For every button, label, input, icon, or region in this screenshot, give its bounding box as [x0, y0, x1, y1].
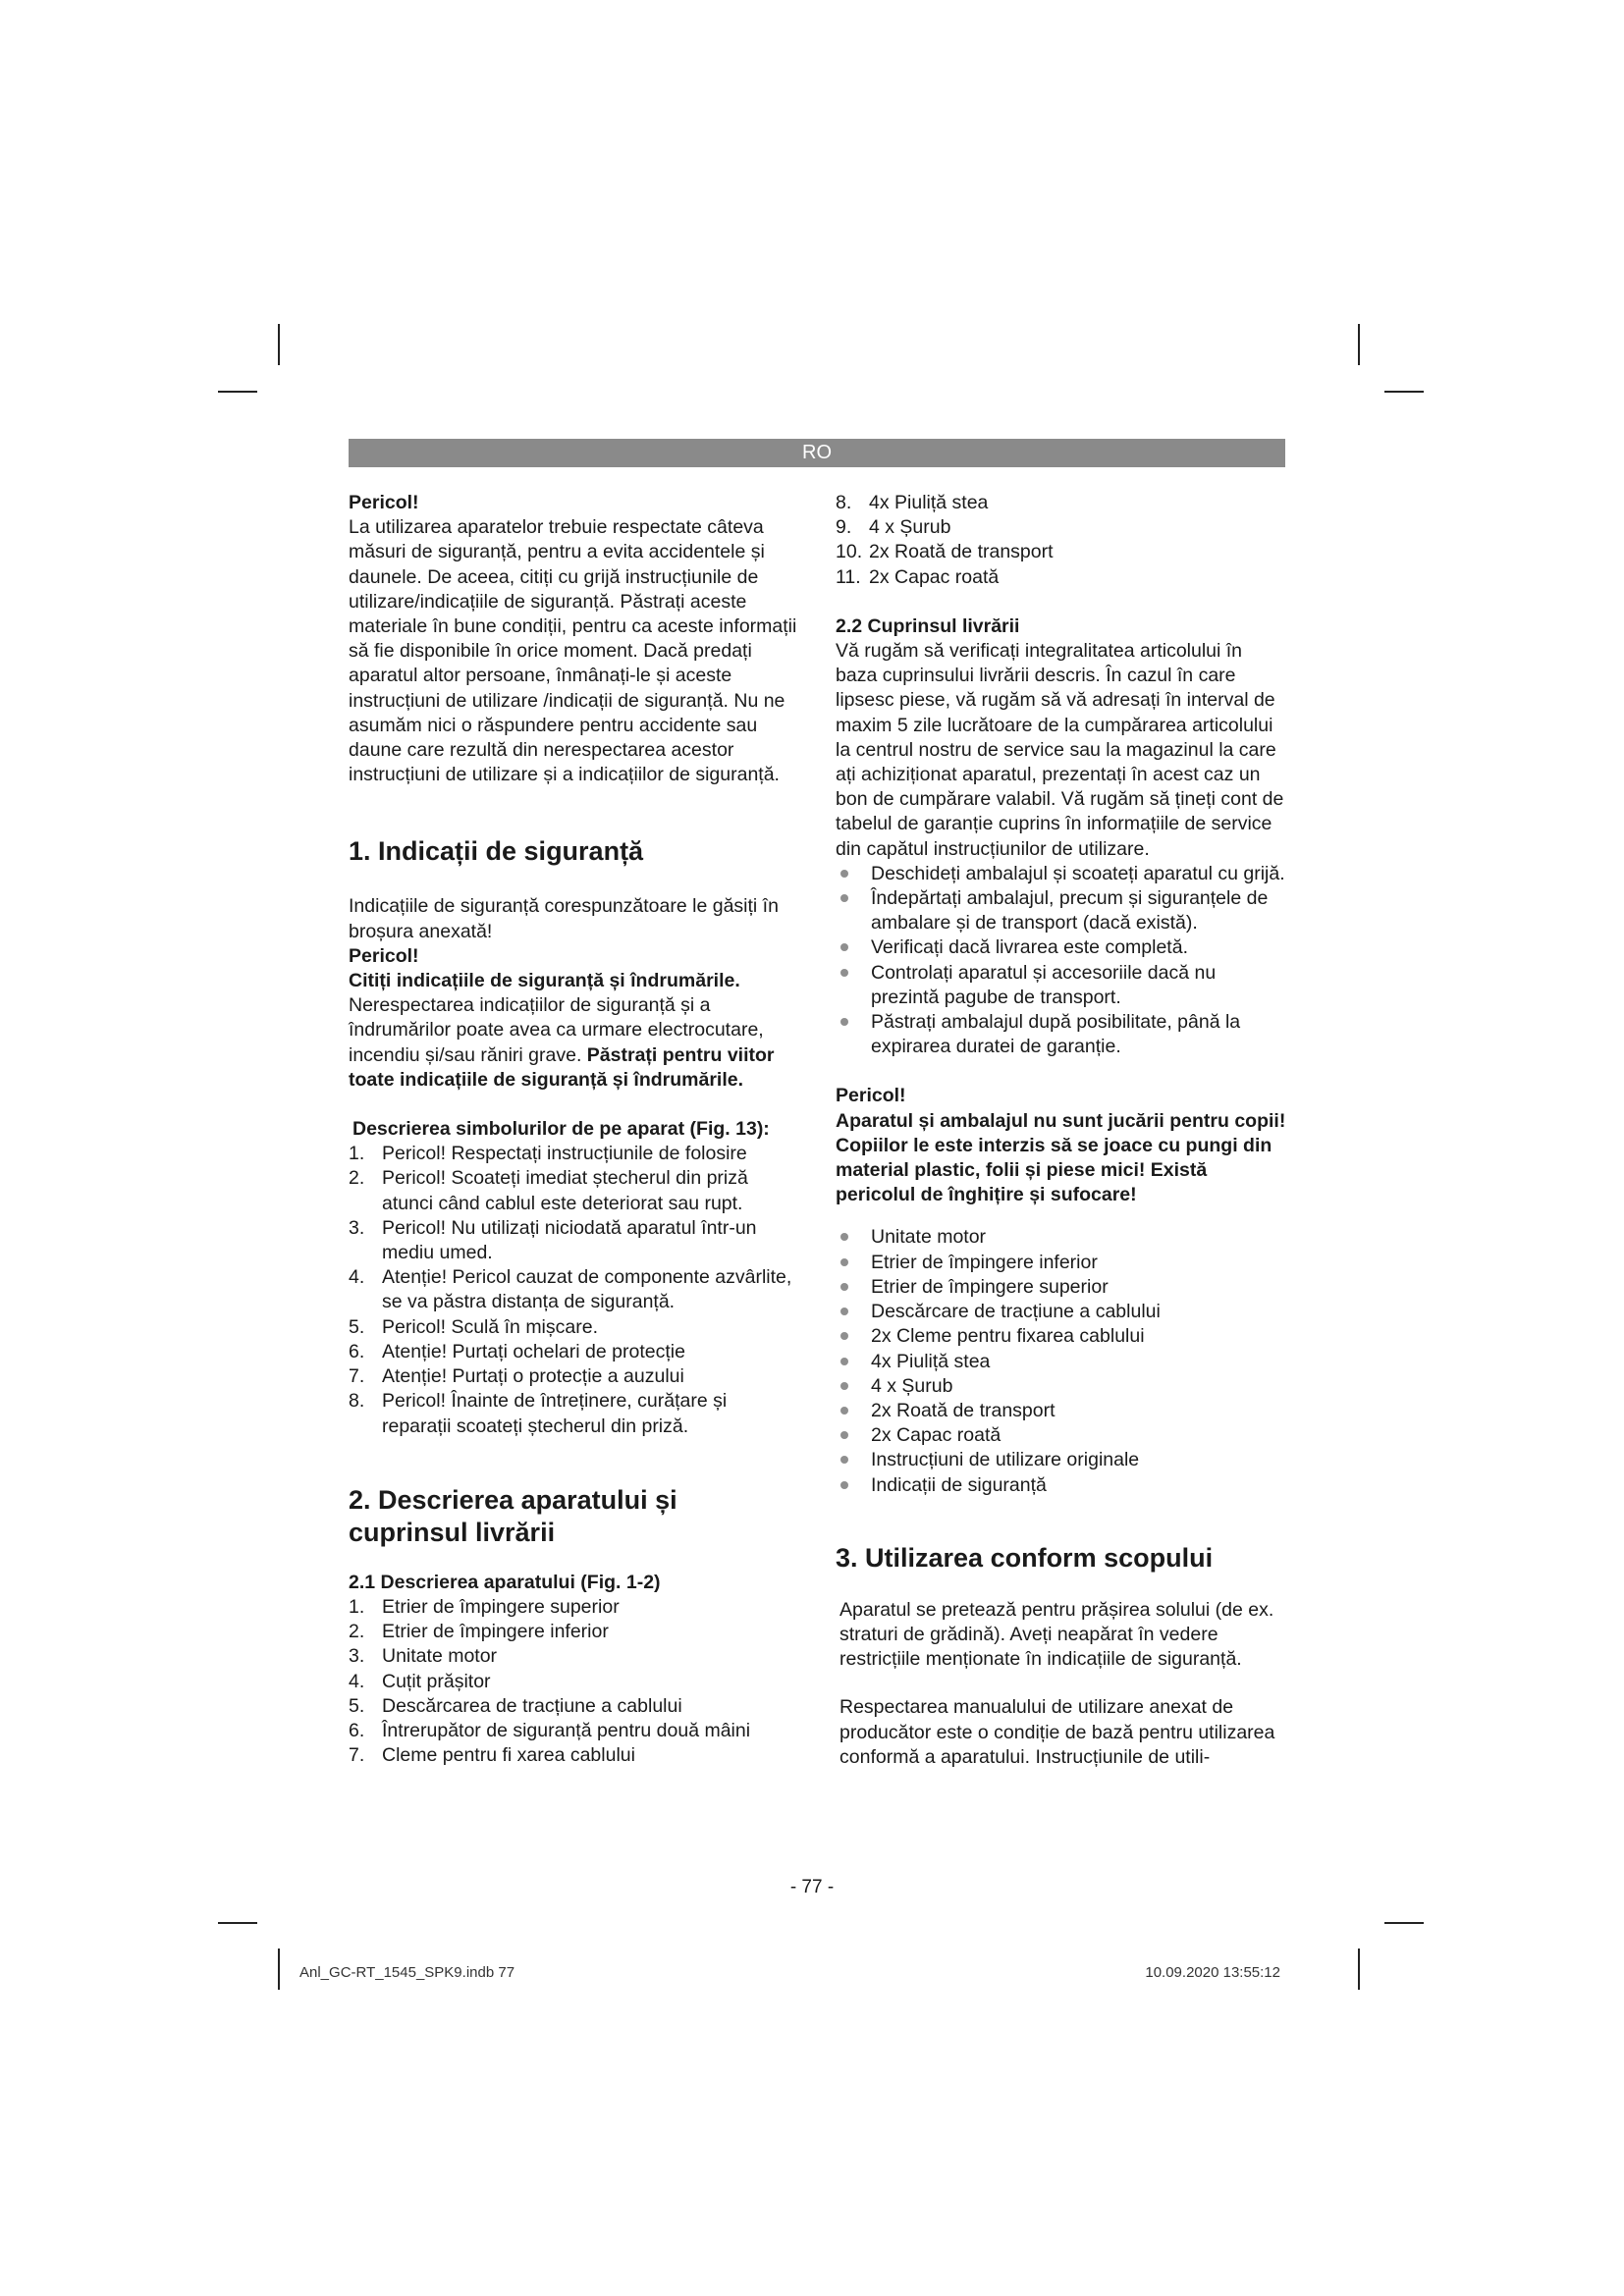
list-item: 8. 4x Piuliță stea	[836, 492, 989, 513]
unpacking-list	[836, 862, 1286, 1060]
section-1-heading: 1. Indicații de siguranță	[349, 836, 644, 867]
list-item: Etrier de împingere inferior	[836, 1251, 1286, 1275]
language-label: RO	[802, 442, 832, 463]
list-item: 6. Întrerupător de siguranță pentru două mâini	[349, 1719, 751, 1741]
bullet-icon	[840, 1431, 848, 1439]
bullet-icon	[840, 1456, 848, 1464]
language-header-bar	[349, 439, 1285, 467]
bullet-icon	[840, 1481, 848, 1489]
list-item: 9. 4 x Șurub	[836, 516, 951, 539]
crop-mark	[218, 391, 257, 393]
s1-bold-note: Citiți indicațiile de siguranță și îndrumările.	[349, 970, 740, 992]
bullet-icon	[840, 1233, 848, 1241]
list-item: Deschideți ambalajul și scoateți aparatul cu grijă.	[836, 862, 1286, 886]
list-item: Indicații de siguranță	[836, 1473, 1286, 1498]
list-item: Unitate motor	[836, 1225, 1286, 1250]
bullet-icon	[840, 1407, 848, 1415]
intro-danger-title: Pericol!	[349, 492, 419, 513]
s1-danger-title: Pericol!	[349, 944, 419, 967]
bullet-icon	[840, 1308, 848, 1315]
list-item: 4x Piuliță stea	[836, 1350, 1286, 1374]
list-item: 3. Unitate motor	[349, 1645, 498, 1668]
s3-paragraph-2: Respectarea manualului de utilizare anexat de producător este o condiție de bază pentru utilizarea conformă a aparatului. Instrucțiunile de utili-	[839, 1696, 1275, 1768]
section-2-heading: 2. Descrierea aparatului și cuprinsul livrării	[349, 1484, 677, 1547]
section-3-heading: 3. Utilizarea conform scopului	[836, 1542, 1214, 1573]
list-item: 4. Cuțit prășitor	[349, 1670, 491, 1692]
crop-mark	[1358, 324, 1360, 365]
list-item: 2. Etrier de împingere inferior	[349, 1621, 609, 1643]
list-item: Controlați aparatul și accesoriile dacă nu prezintă pagube de transport.	[836, 961, 1286, 1010]
device-parts-list-continued	[836, 491, 1286, 590]
list-item: 2x Cleme pentru fixarea cablului	[836, 1324, 1286, 1349]
list-item: Păstrați ambalajul după posibilitate, până la expirarea duratei de garanție.	[836, 1010, 1286, 1059]
section-2-2-heading: 2.2 Cuprinsul livrării	[836, 614, 1020, 637]
list-item: 6. Atenție! Purtați ochelari de protecție	[349, 1340, 685, 1362]
footer-filename: Anl_GC-RT_1545_SPK9.indb 77	[299, 1964, 515, 1981]
bullet-icon	[840, 894, 848, 902]
crop-mark	[278, 324, 280, 365]
crop-mark	[1384, 1922, 1424, 1924]
list-item: 3. Pericol! Nu utilizați niciodată aparatul într-un mediu umed.	[349, 1216, 757, 1264]
crop-mark	[1384, 391, 1424, 393]
danger-text: Aparatul și ambalajul nu sunt jucării pentru copii! Copiilor le este interzis să se joace cu pungi din material plastic, folii și piese mici! Există pericolul de înghițire și sufocare!	[836, 1109, 1286, 1206]
list-item: 2x Roată de transport	[836, 1399, 1286, 1423]
s1-warning-plain: Nerespectarea indicațiilor de siguranță și a îndrumărilor poate avea ca urmare electrocutare, incendiu și/sau răniri grave.	[349, 994, 764, 1066]
bullet-icon	[840, 870, 848, 878]
list-item: 4 x Șurub	[836, 1374, 1286, 1399]
list-item: 1. Pericol! Respectați instrucțiunile de folosire	[349, 1143, 747, 1165]
crop-mark	[1358, 1949, 1360, 1990]
list-item: 4. Atenție! Pericol cauzat de componente azvârlite, se va păstra distanța de siguranță.	[349, 1266, 792, 1313]
list-item: Îndepărtați ambalajul, precum și siguranțele de ambalare și de transport (dacă există).	[836, 886, 1286, 935]
list-item: 7. Cleme pentru fi xarea cablului	[349, 1744, 635, 1767]
intro-paragraph: La utilizarea aparatelor trebuie respectate câteva măsuri de siguranță, pentru a evita accidentele și daunele. De aceea, citiți cu grijă instrucțiunile de utilizare/indicațiile de siguranță. Păstrați aceste materiale în bune condiții, pentru ca aceste informații să fie disponibile în orice moment. Dacă predați aparatul altor persoane, înmânați-le și aceste instrucțiuni de utilizare /indicații de siguranță. Nu ne asumăm nici o răspundere pentru accidente sau daune care rezultă din nerespectarea acestor instrucțiuni de utilizare și a indicațiilor de siguranță.	[349, 516, 797, 786]
device-parts-list	[349, 1595, 800, 1768]
crop-mark	[278, 1949, 280, 1990]
list-item: Verificați dacă livrarea este completă.	[836, 935, 1286, 960]
s3-paragraph-1: Aparatul se pretează pentru prășirea solului (de ex. straturi de grădină). Aveți neapărat în vedere restricțiile menționate în indicațiile de siguranță.	[839, 1598, 1274, 1671]
bullet-icon	[840, 1382, 848, 1390]
list-item: 1. Etrier de împingere superior	[349, 1595, 620, 1618]
delivery-contents-list	[836, 1225, 1286, 1497]
list-item: 11. 2x Capac roată	[836, 565, 1000, 588]
list-item: Etrier de împingere superior	[836, 1275, 1286, 1300]
symbols-list	[349, 1142, 800, 1438]
page-number: - 77 -	[789, 1877, 835, 1897]
list-item: 7. Atenție! Purtați o protecție a auzului	[349, 1365, 684, 1388]
symbols-heading: Descrierea simbolurilor de pe aparat (Fig. 13):	[352, 1118, 770, 1141]
bullet-icon	[840, 943, 848, 951]
bullet-icon	[840, 969, 848, 977]
left-column	[349, 491, 800, 1768]
footer-datetime: 10.09.2020 13:55:12	[1145, 1964, 1280, 1981]
crop-mark	[218, 1922, 257, 1924]
list-item: 5. Descărcarea de tracțiune a cablului	[349, 1694, 682, 1717]
list-item: Instrucțiuni de utilizare originale	[836, 1448, 1286, 1472]
bullet-icon	[840, 1332, 848, 1340]
s1-warning-text	[349, 993, 800, 1093]
list-item: 8. Pericol! Înainte de întreținere, curățare și reparații scoateți ștecherul din priză.	[349, 1390, 728, 1437]
list-item: 10. 2x Roată de transport	[836, 541, 1054, 563]
bullet-icon	[840, 1358, 848, 1365]
s1-paragraph: Indicațiile de siguranță corespunzătoare le găsiți în broșura anexată!	[349, 895, 779, 942]
bullet-icon	[840, 1258, 848, 1266]
right-column	[836, 491, 1286, 1770]
list-item: 5. Pericol! Sculă în mișcare.	[349, 1315, 598, 1338]
section-2-1-heading: 2.1 Descrierea aparatului (Fig. 1-2)	[349, 1571, 661, 1593]
delivery-paragraph: Vă rugăm să verificați integralitatea articolului în baza cuprinsului livrării descris. În cazul în care lipsesc piese, vă rugăm să vă adresați în interval de maxim 5 zile lucrătoare de la cumpărarea articolului la centrul nostru de service sau la magazinul la care ați achiziționat aparatul, prezentați în acest caz un bon de cumpărare valabil. Vă rugăm să țineți cont de tabelul de garanție cuprins în informațiile de service din capătul instrucțiunilor de utilizare.	[836, 640, 1284, 860]
list-item: 2x Capac roată	[836, 1423, 1286, 1448]
list-item: Descărcare de tracțiune a cablului	[836, 1300, 1286, 1324]
s1-warning-bold: Păstrați pentru viitor toate indicațiile de siguranță și îndrumările.	[349, 1043, 775, 1091]
bullet-icon	[840, 1283, 848, 1291]
list-item: 2. Pericol! Scoateți imediat ștecherul din priză atunci când cablul este deteriorat sau rupt.	[349, 1167, 748, 1214]
danger-title: Pericol!	[836, 1085, 906, 1107]
bullet-icon	[840, 1018, 848, 1026]
